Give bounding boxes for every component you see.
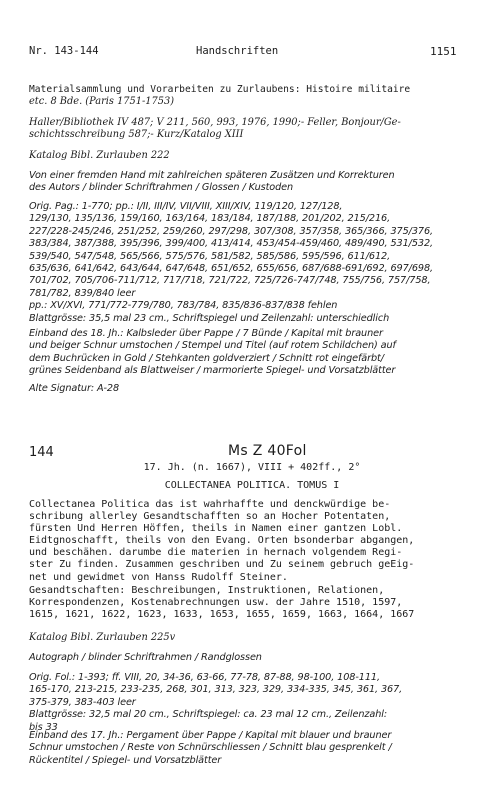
entry144-body: Collectanea Politica das ist wahrhaffte und denckwürdige be- schribung allerley Gesandtschafften so an Hocher Potentaten, fürsten Und Herren Höffen, theils in Namen einer gantzen Lobl. Eidtgnoschafft, theils von den Evang. Orten bsonderbar abgangen, und beschähen. darumbe die materien in hernach volgendem Regi- ster Zu finden. Zusammen geschriben und Zu seinem gebruch geEig- net und gewidmet von Hanss Rudolff Steiner. <box>29 499 415 583</box>
header-page-number: 1151 <box>430 45 457 58</box>
entry143-hand-description: Von einer fremden Hand mit zahlreichen späteren Zusätzen und Korrekturen des Autors / blinder Schriftrahmen / Glossen / Kustoden <box>29 170 395 194</box>
header-section-title: Handschriften <box>196 45 279 57</box>
entry143-references: Haller/Bibliothek IV 487; V 211, 560, 993, 1976, 1990;- Feller, Bonjour/Ge- schichtsschreibung 587;- Kurz/Katalog XIII <box>29 117 401 141</box>
entry144-contents: Gesandtschaften: Beschreibungen, Instruktionen, Relationen, Korrespondenzen, Kostenabrechnungen usw. der Jahre 1510, 1597, 1615, 1621, 1622, 1623, 1633, 1653, 1655, 1659, 1663, 1664, 1667 <box>29 585 415 621</box>
entry143-katalog: Katalog Bibl. Zurlauben 222 <box>29 150 170 161</box>
entry143-pagination: Orig. Pag.: 1-770; pp.: I/II, III/IV, VII/VIII, XIII/XIV, 119/120, 127/128, 129/130, 135/136, 159/160, 163/164, 183/184, 187/188, 201/202, 215/216, 227/228-245/246, 251/252, 259/260, 297/298, 307/308, 357/358, 365/366, 375/376, 383/384, 387/388, 395/396, 399/400, 413/414, 453/454-459/460, 489/490, 531/532, 539/540, 547/548, 565/566, 575/576, 581/582, 585/586, 595/596, 611/612, 635/636, 641/642, 643/644, 647/648, 651/652, 655/656, 687/688-691/692, 697/698, 701/702, 705/706-711/712, 717/718, 721/722, 725/726-747/748, 755/756, 757/758, 781/782, 839/840 leer pp.: XV/XVI, 771/772-779/780, 783/784, 835/836-837/838 fehlen Blattgrösse: 35,5 mal 23 cm., Schriftspiegel und Zeilenzahl: unterschiedlich <box>29 201 433 324</box>
entry144-number: 144 <box>29 445 54 460</box>
entry144-date-line: 17. Jh. (n. 1667), VIII + 402ff., 2° <box>143 462 361 473</box>
entry144-shelfmark: Ms Z 40Fol <box>228 443 307 459</box>
entry143-old-signature: Alte Signatur: A-28 <box>29 383 120 394</box>
entry144-hand-description: Autograph / blinder Schriftrahmen / Randglossen <box>29 652 262 663</box>
entry144-binding: Einband des 17. Jh.: Pergament über Pappe / Kapital mit blauer und brauner Schnur umstochen / Reste von Schnürschliessen / Schnitt blau gesprenkelt / Rückentitel / Spiegel- und Vorsatzblätter <box>29 730 392 766</box>
header-entry-range: Nr. 143-144 <box>29 45 99 57</box>
entry144-katalog: Katalog Bibl. Zurlauben 225v <box>29 632 176 643</box>
entry144-foliation: Orig. Fol.: 1-393; ff. VIII, 20, 34-36, 63-66, 77-78, 87-88, 98-100, 108-111, 165-170, 213-215, 233-235, 268, 301, 313, 323, 329, 334-335, 345, 361, 367, 375-379, 383-403 leer Blattgrösse: 32,5 mal 20 cm., Schriftspiegel: ca. 23 mal 12 cm., Zeilenzahl: bis 33 <box>29 672 403 733</box>
entry143-title-line1: Materialsammlung und Vorarbeiten zu Zurlaubens: Histoire militaire <box>29 84 411 95</box>
entry144-title: COLLECTANEA POLITICA. TOMUS I <box>164 480 340 491</box>
entry143-title-line2: etc. 8 Bde. (Paris 1751-1753) <box>29 96 175 107</box>
entry143-binding: Einband des 18. Jh.: Kalbsleder über Pappe / 7 Bünde / Kapital mit brauner und beiger Schnur umstochen / Stempel und Titel (auf rotem Schildchen) auf dem Buchrücken in Gold / Stehkanten goldverziert / Schnitt rot eingefärbt/ grünes Seidenband als Blattweiser / marmorierte Spiegel- und Vorsatzblätter <box>29 328 396 377</box>
